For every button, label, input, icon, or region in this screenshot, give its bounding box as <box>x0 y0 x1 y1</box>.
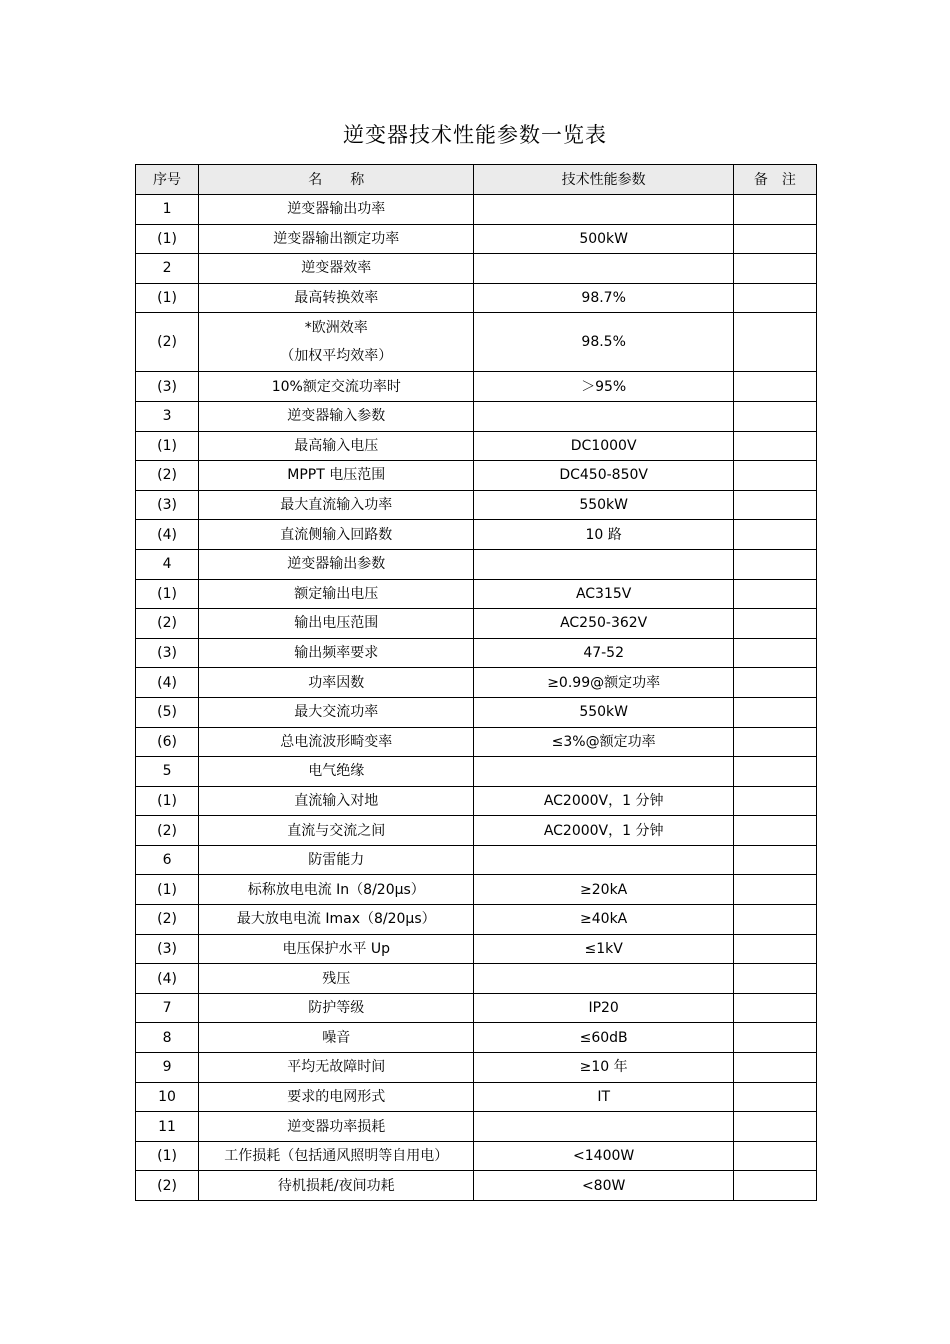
cell-value: 47-52 <box>474 638 733 668</box>
cell-value: <1400W <box>474 1141 733 1171</box>
cell-note <box>733 964 816 994</box>
cell-name: 逆变器输出额定功率 <box>199 224 474 254</box>
table-row <box>136 1141 817 1171</box>
cell-note <box>733 845 816 875</box>
cell-no: 6 <box>136 845 199 875</box>
table-row <box>136 195 817 225</box>
cell-note <box>733 816 816 846</box>
cell-name: 残压 <box>199 964 474 994</box>
cell-value: IP20 <box>474 993 733 1023</box>
header-note: 备 注 <box>733 165 816 195</box>
cell-no: (5) <box>136 697 199 727</box>
cell-name: 最大交流功率 <box>199 697 474 727</box>
table-body <box>136 195 817 1201</box>
cell-no: 2 <box>136 254 199 284</box>
table-row <box>136 520 817 550</box>
cell-note <box>733 1053 816 1083</box>
cell-no: 5 <box>136 757 199 787</box>
cell-note <box>733 609 816 639</box>
cell-value <box>474 845 733 875</box>
cell-value: DC1000V <box>474 431 733 461</box>
cell-note <box>733 1171 816 1201</box>
cell-name: 直流与交流之间 <box>199 816 474 846</box>
cell-note <box>733 1023 816 1053</box>
cell-value <box>474 549 733 579</box>
cell-value: 98.7% <box>474 283 733 313</box>
cell-no: (3) <box>136 490 199 520</box>
cell-value <box>474 1112 733 1142</box>
cell-value: ≤60dB <box>474 1023 733 1053</box>
cell-no: (2) <box>136 313 199 372</box>
cell-note <box>733 372 816 402</box>
cell-no: (4) <box>136 964 199 994</box>
cell-no: (3) <box>136 638 199 668</box>
table-row <box>136 1171 817 1201</box>
cell-value: 550kW <box>474 697 733 727</box>
cell-no: 4 <box>136 549 199 579</box>
header-name: 名 称 <box>199 165 474 195</box>
cell-name: 直流输入对地 <box>199 786 474 816</box>
cell-no: (4) <box>136 668 199 698</box>
cell-value: ≥0.99@额定功率 <box>474 668 733 698</box>
cell-name: 最高转换效率 <box>199 283 474 313</box>
table-row <box>136 461 817 491</box>
table-row <box>136 1023 817 1053</box>
table-row <box>136 993 817 1023</box>
cell-no: (6) <box>136 727 199 757</box>
cell-no: 1 <box>136 195 199 225</box>
cell-name: 最高输入电压 <box>199 431 474 461</box>
header-value: 技术性能参数 <box>474 165 733 195</box>
table-row <box>136 845 817 875</box>
table-row <box>136 875 817 905</box>
cell-name: 要求的电网形式 <box>199 1082 474 1112</box>
cell-name: 平均无故障时间 <box>199 1053 474 1083</box>
cell-value: <80W <box>474 1171 733 1201</box>
cell-note <box>733 905 816 935</box>
cell-note <box>733 224 816 254</box>
page-title: 逆变器技术性能参数一览表 <box>343 123 607 147</box>
cell-name: 额定输出电压 <box>199 579 474 609</box>
cell-name: 输出频率要求 <box>199 638 474 668</box>
cell-no: (1) <box>136 579 199 609</box>
cell-name: 逆变器输出参数 <box>199 549 474 579</box>
table-row <box>136 905 817 935</box>
cell-note <box>733 638 816 668</box>
cell-name: MPPT 电压范围 <box>199 461 474 491</box>
cell-no: (2) <box>136 609 199 639</box>
cell-value: ＞95% <box>474 372 733 402</box>
table-header-row <box>136 165 817 195</box>
cell-no: 3 <box>136 401 199 431</box>
cell-value: 550kW <box>474 490 733 520</box>
cell-name: 逆变器输入参数 <box>199 401 474 431</box>
cell-note <box>733 757 816 787</box>
cell-note <box>733 254 816 284</box>
cell-no: 9 <box>136 1053 199 1083</box>
cell-name: 噪音 <box>199 1023 474 1053</box>
cell-note <box>733 431 816 461</box>
cell-note <box>733 1112 816 1142</box>
cell-name-line: （加权平均效率） <box>280 348 393 365</box>
cell-value: 10 路 <box>474 520 733 550</box>
cell-name: 防护等级 <box>199 993 474 1023</box>
cell-note <box>733 1141 816 1171</box>
cell-note <box>733 195 816 225</box>
cell-no: 8 <box>136 1023 199 1053</box>
cell-name: 最大直流输入功率 <box>199 490 474 520</box>
cell-value: ≥20kA <box>474 875 733 905</box>
cell-value: ≥40kA <box>474 905 733 935</box>
table-row <box>136 964 817 994</box>
cell-name: 防雷能力 <box>199 845 474 875</box>
table-row <box>136 549 817 579</box>
cell-no: (4) <box>136 520 199 550</box>
cell-name <box>199 313 474 372</box>
cell-no: (2) <box>136 816 199 846</box>
cell-name: 逆变器输出功率 <box>199 195 474 225</box>
table-row <box>136 697 817 727</box>
cell-value <box>474 254 733 284</box>
cell-value <box>474 964 733 994</box>
cell-value: AC315V <box>474 579 733 609</box>
cell-name: 最大放电电流 Imax（8/20μs） <box>199 905 474 935</box>
table-row <box>136 609 817 639</box>
cell-note <box>733 875 816 905</box>
cell-note <box>733 786 816 816</box>
table-row <box>136 431 817 461</box>
cell-name: 标称放电电流 In（8/20μs） <box>199 875 474 905</box>
cell-value <box>474 195 733 225</box>
cell-note <box>733 579 816 609</box>
cell-note <box>733 283 816 313</box>
cell-no: (2) <box>136 461 199 491</box>
table-row <box>136 283 817 313</box>
cell-name-line: *欧洲效率 <box>304 320 368 337</box>
cell-value: DC450-850V <box>474 461 733 491</box>
cell-name: 电气绝缘 <box>199 757 474 787</box>
cell-no: (1) <box>136 283 199 313</box>
cell-value <box>474 401 733 431</box>
cell-no: (1) <box>136 786 199 816</box>
table-row <box>136 934 817 964</box>
cell-note <box>733 490 816 520</box>
cell-value: 500kW <box>474 224 733 254</box>
header-no: 序号 <box>136 165 199 195</box>
spec-table <box>135 164 817 1201</box>
cell-name: 逆变器效率 <box>199 254 474 284</box>
cell-value: AC250-362V <box>474 609 733 639</box>
table-row <box>136 579 817 609</box>
cell-note <box>733 993 816 1023</box>
cell-no: (1) <box>136 1141 199 1171</box>
cell-value: AC2000V，1 分钟 <box>474 786 733 816</box>
cell-no: 11 <box>136 1112 199 1142</box>
cell-no: (1) <box>136 431 199 461</box>
cell-name: 输出电压范围 <box>199 609 474 639</box>
cell-note <box>733 934 816 964</box>
cell-no: (1) <box>136 875 199 905</box>
cell-note <box>733 727 816 757</box>
cell-no: (2) <box>136 1171 199 1201</box>
table-row <box>136 757 817 787</box>
table-row <box>136 401 817 431</box>
table-row <box>136 638 817 668</box>
table-row <box>136 1112 817 1142</box>
cell-note <box>733 313 816 372</box>
table-row <box>136 224 817 254</box>
cell-note <box>733 461 816 491</box>
table-row <box>136 1082 817 1112</box>
table-row <box>136 372 817 402</box>
table-row <box>136 786 817 816</box>
cell-no: 7 <box>136 993 199 1023</box>
cell-name: 待机损耗/夜间功耗 <box>199 1171 474 1201</box>
cell-value: ≤3%@额定功率 <box>474 727 733 757</box>
cell-note <box>733 668 816 698</box>
cell-name: 电压保护水平 Up <box>199 934 474 964</box>
table-row <box>136 490 817 520</box>
cell-no: (1) <box>136 224 199 254</box>
table-row <box>136 313 817 372</box>
cell-note <box>733 1082 816 1112</box>
cell-name: 工作损耗（包括通风照明等自用电） <box>199 1141 474 1171</box>
cell-name: 直流侧输入回路数 <box>199 520 474 550</box>
table-row <box>136 668 817 698</box>
cell-note <box>733 549 816 579</box>
cell-name: 10%额定交流功率时 <box>199 372 474 402</box>
cell-no: 10 <box>136 1082 199 1112</box>
cell-note <box>733 401 816 431</box>
cell-value: ≥10 年 <box>474 1053 733 1083</box>
table-row <box>136 1053 817 1083</box>
cell-note <box>733 520 816 550</box>
cell-value <box>474 757 733 787</box>
table-row <box>136 816 817 846</box>
cell-no: (3) <box>136 934 199 964</box>
cell-name: 逆变器功率损耗 <box>199 1112 474 1142</box>
cell-value: IT <box>474 1082 733 1112</box>
cell-value: ≤1kV <box>474 934 733 964</box>
cell-note <box>733 697 816 727</box>
cell-value: 98.5% <box>474 313 733 372</box>
cell-no: (3) <box>136 372 199 402</box>
cell-value: AC2000V，1 分钟 <box>474 816 733 846</box>
table-row <box>136 727 817 757</box>
cell-name: 总电流波形畸变率 <box>199 727 474 757</box>
cell-name: 功率因数 <box>199 668 474 698</box>
table-row <box>136 254 817 284</box>
cell-no: (2) <box>136 905 199 935</box>
